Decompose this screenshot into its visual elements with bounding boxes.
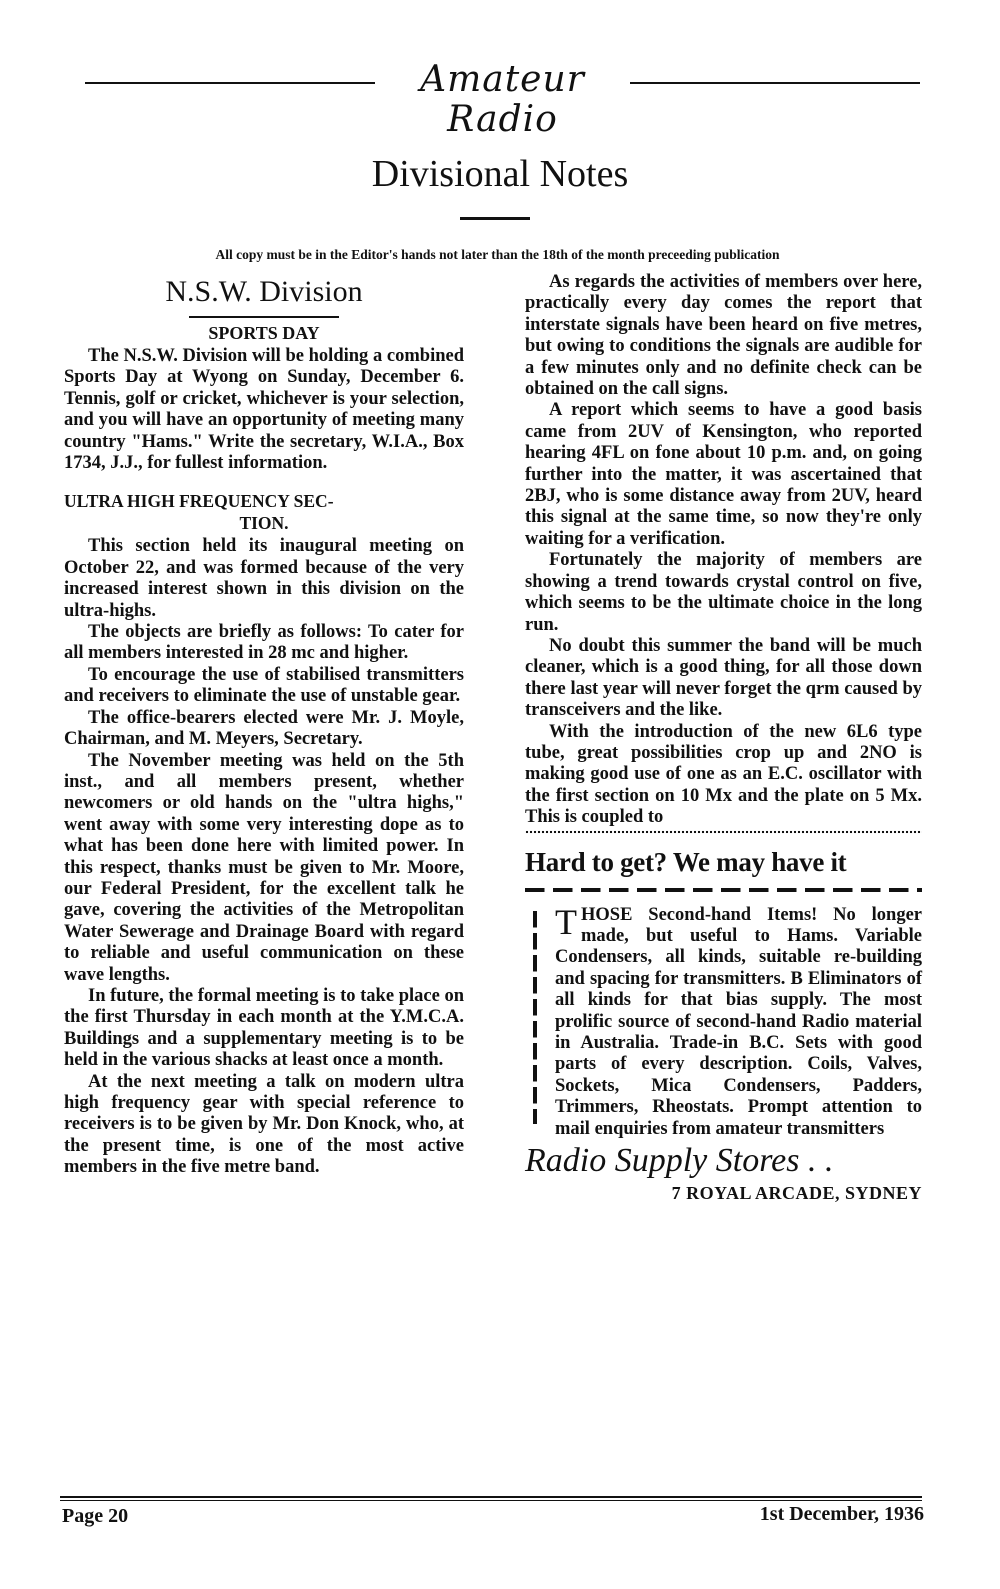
ad-ornamental-border (525, 885, 922, 895)
uhf-paragraph-4: The office-bearers elected were Mr. J. Moyle, Chairman, and M. Meyers, Secretary. (64, 707, 464, 750)
ad-body-text: HOSE Second-hand Items! No longer made, but useful to Hams. Variable Condensers, all kinds, suitable re-building and spacing for transmitters. B Eliminators of all kinds for that bias supply. The most prolific source of second-hand Radio material in Australia. Trade-in B.C. Sets with good parts of every description. Coils, Valves, Sockets, Mica Condensers, Padders, Trimmers, Rheostats. Prompt attention to mail enquiries from amateur transmitters (555, 904, 922, 1139)
masthead-rule-left (85, 82, 375, 84)
ad-headline: Hard to get? We may have it (525, 846, 847, 877)
footer-rule (60, 1496, 922, 1498)
masthead-rule-right (630, 82, 920, 84)
uhf-heading-line-1: ULTRA HIGH FREQUENCY SEC- (64, 491, 334, 512)
uhf-paragraph-2: The objects are briefly as follows: To cater for all members interested in 28 mc and higher. (64, 622, 464, 664)
division-heading: N.S.W. Division (165, 275, 363, 308)
page-title: Divisional Notes (371, 153, 629, 195)
uhf-paragraph-5: The November meeting was held on the 5th inst., and all members present, whether newcomers or old hands on the "ultra highs," went away with some very interesting dope as to what has been done here with limited power. In this respect, thanks must be given to Mr. Moore, our Federal President, for the excellent talk he gave, covering the activities of the Metropolitan Water Sewerage and Drainage Board with regard to reliable and useful communication on these wave lengths. (64, 750, 464, 985)
ad-dropcap: T (555, 901, 577, 942)
masthead-title: Amateur Radio (420, 59, 585, 140)
ad-vertical-ornament (533, 911, 537, 1124)
right-paragraph-1: As regards the activities of members over here, practically every day comes the report that interstate signals have been heard on five metres, but owing to conditions the signals are audible for a few minutes only and no definite check can be obtained on the call signs. (525, 272, 922, 400)
uhf-paragraph-7: At the next meeting a talk on modern ultra high frequency gear with special reference to receivers is to be given by Mr. Don Knock, who, at the present time, is one of the most active members in the five metre band. (64, 1071, 464, 1178)
ad-body (555, 901, 922, 1140)
advertisement (525, 845, 922, 1204)
right-paragraph-2: A report which seems to have a good basis came from 2UV of Kensington, who reported hearing 4FL on fone about 10 p.m. and, on going further into the matter, it was ascertained that 2BJ, who is some distance away from 2UV, heard this signal at the same time, so now they're only waiting for a verification. (525, 400, 922, 549)
sports-day-paragraph: The N.S.W. Division will be holding a combined Sports Day at Wyong on Sunday, December 6. Tennis, golf or cricket, whichever is your selection, and you will have an opportunity of meeting many country "Hams." Write the secretary, W.I.A., Box 1734, J.J., for fullest information. (64, 346, 464, 474)
editorial-notice: All copy must be in the Editor's hands not later than the 18th of the month preceeding publication (215, 247, 780, 262)
issue-date: 1st December, 1936 (759, 1503, 924, 1525)
masthead (85, 59, 920, 140)
sports-day-heading: SPORTS DAY (208, 323, 320, 343)
division-rule (189, 316, 339, 318)
uhf-section-heading (64, 490, 464, 534)
page-number: Page 20 (62, 1505, 129, 1527)
ad-body-box (525, 901, 922, 1140)
right-paragraph-4: No doubt this summer the band will be much cleaner, which is a good thing, for all those down there last year will never forget the qrm caused by transceivers and the like. (525, 635, 922, 721)
ad-store-address: 7 ROYAL ARCADE, SYDNEY (671, 1183, 922, 1204)
uhf-paragraph-1: This section held its inaugural meeting on October 22, and was formed because of the very increased interest shown in this division on the ultra-highs. (64, 536, 464, 621)
right-paragraph-3: Fortunately the majority of members are showing a trend towards crystal control on five, which seems to be the ultimate choice in the long run. (525, 550, 922, 635)
left-column (64, 272, 464, 1179)
dotted-divider (525, 829, 922, 835)
title-rule (460, 217, 530, 220)
uhf-paragraph-3: To encourage the use of stabilised transmitters and receivers to eliminate the use of unstable gear. (64, 664, 464, 707)
right-paragraph-5: With the introduction of the new 6L6 type tube, great possibilities crop up and 2NO is making good use of one as an E.C. oscillator with the first section on 10 Mx and the plate on 5 Mx. This is coupled to (525, 721, 922, 828)
ad-store-name: Radio Supply Stores . . (525, 1142, 834, 1180)
right-column (525, 272, 922, 1204)
uhf-heading-line-2: TION. (239, 513, 289, 534)
uhf-paragraph-6: In future, the formal meeting is to take place on the first Thursday in each month at the Y.M.C.A. Buildings and a supplementary meeting is to be held in the various shacks at least once a month. (64, 985, 464, 1071)
